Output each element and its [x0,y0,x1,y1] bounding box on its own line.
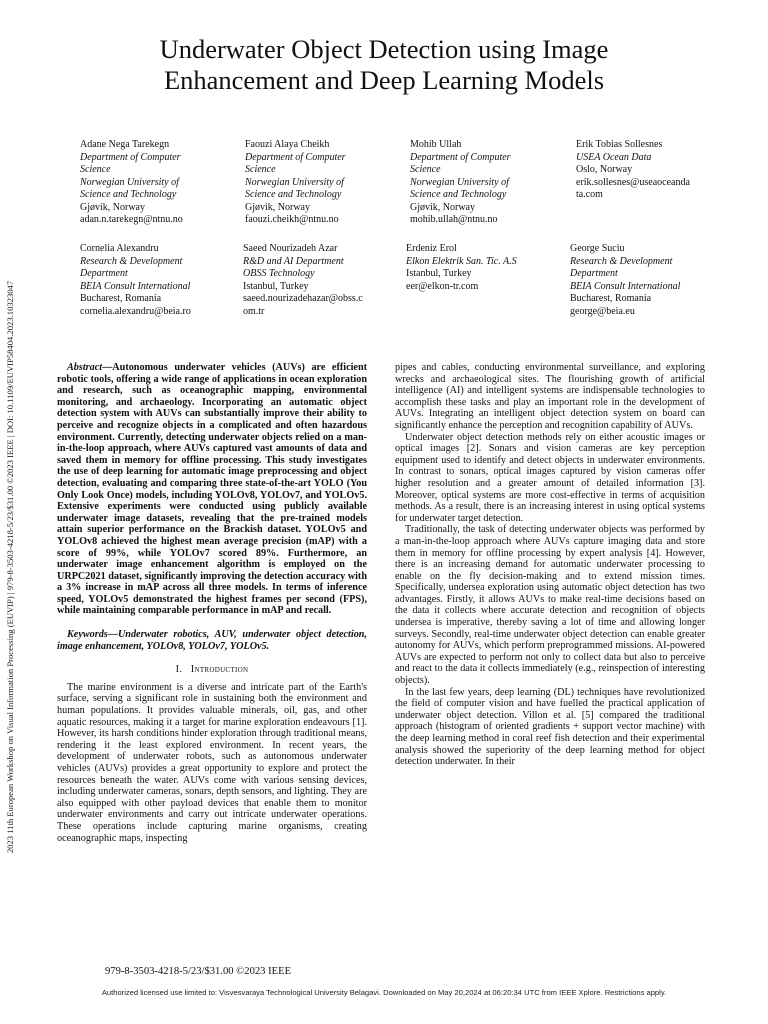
author-affiliation: Research & Development [570,255,673,267]
paragraph: Traditionally, the task of detecting underwater objects was performed by a man-in-the-loop approach where AUVs capture imaging data and store them in memory for offline processing by expert analysis [4]. However, there is an increasing demand for automatic underwater processing to enable on the fly decision-making and to extend mission times. Specifically, undersea exploration using automatic object detection has two advantages. Firstly, it allows AUVs to make real-time decisions based on the data it collects where accurate detection and recognition of objects undersea is imperative, thereby saving a lot of time and allowing longer surveys. Secondly, real-time underwater object detection can enable greater autonomy for AUVs, which perform preprogrammed missions. AI-powered AUVs are expected to perform not only to collect data but also to perceive and react to the data it collects immediately (e.g., reinspection of interesting objects). [395,524,705,687]
author-affiliation: R&D and AI Department [243,255,344,267]
author-name: Adane Nega Tarekegn [80,139,170,150]
author-affiliation: Science [245,164,276,175]
copyright-line: 979-8-3503-4218-5/23/$31.00 ©2023 IEEE [105,966,292,977]
author-block [410,139,570,227]
author-block [80,139,240,227]
author-affiliation: Science [410,164,441,175]
author-affiliation: Department of Computer [245,151,346,163]
author-affiliation: Department [570,268,618,279]
author-location: Oslo, Norway [576,164,633,175]
author-affiliation: BEIA Consult International [80,280,191,292]
section-title: Introduction [190,664,249,676]
keywords: Keywords—Underwater robotics, AUV, underwater object detection, image enhancement, YOLOv8, YOLOv7, YOLOv5. [57,629,367,652]
author-email: om.tr [243,305,265,317]
abstract-text: —Autonomous underwater vehicles (AUVs) are efficient robotic tools, offering a wide range of applications in ocean exploration and research, such as oceanographic mapping, environmental monitoring, and archaeology. Incorporating an automatic object detection system with AUVs can substantially improve their ability to perceive and recognize objects in a complicated and often hazardous environment. Currently, detecting underwater objects relied on a man-in-the-loop approach, where AUVs captured vast amounts of data and saved them in memory for offline processing. This study investigates the use of deep learning for automatic image preprocessing and object detection, evaluating and comparing three state-of-the-art YOLO (You Only Look Once) models, including YOLOv8, YOLOv7, and YOLOv5. Extensive experiments were conducted using publicly available underwater image datasets, revealing that the pre-trained models attain superior performance on the Brackish dataset. YOLOv5 and YOLOv8 achieved the highest mean average precision (mAP) with a score of 99%, while YOLOv7 scored 89%. Furthermore, an underwater image enhancement algorithm is employed on the URPC2021 dataset, significantly improving the detection accuracy with a 3% increase in mAP across all three models. In terms of inference speed, YOLOv5 demonstrated the highest frames per second (FPS), while maintaining comparable performance in mAP and recall. [57,362,367,617]
author-affiliation: Norwegian University of [80,176,179,188]
paragraph: The marine environment is a diverse and intricate part of the Earth's surface, serving a significant role in sustaining both the environment and human populations. It provides valuable minerals, oil, gas, and other aquatic resources, making it a target for marine exploration endeavours [1]. However, its harsh conditions hinder exploration through traditional means, rendering it the least explored environment. In recent years, the development of underwater robots, such as autonomous underwater vehicles (AUVs) provides a great opportunity to explore and protect the resources beneath the water. AUVs come with various sensing devices, including underwater cameras, sonars, depth sensors, and lighting. They are also equipped with other payload devices that enable them to monitor underwater environments and carry out intricate underwater operations. These operations include capturing marine organisms, creating oceanographic maps, inspecting [57,681,367,844]
author-email: erik.sollesnes@useaoceanda [576,176,690,188]
author-affiliation: Norwegian University of [410,176,509,188]
paper-title [60,34,708,96]
paragraph: pipes and cables, conducting environmental surveillance, and exploring wrecks and archaeological sites. The flourishing growth of artificial intelligence (AI) and intelligent systems are indispensable technologies to accomplish these tasks and play an important role in the development of AUVs. Integrating an intelligent object detection system on board can significantly enhance the perception and recognition capability of AUVs. [395,362,705,431]
abstract [57,362,367,617]
author-email: saeed.nourizadehazar@obss.c [243,293,363,304]
author-email: george@beia.eu [570,305,635,317]
author-block [406,243,566,293]
abstract-label: Abstract [67,362,103,373]
author-email: eer@elkon-tr.com [406,280,479,292]
author-affiliation: Norwegian University of [245,176,344,188]
author-email: faouzi.cheikh@ntnu.no [245,214,339,225]
author-block [576,139,736,202]
author-affiliation: USEA Ocean Data [576,151,652,163]
author-location: Bucharest, Romania [570,293,652,304]
author-location: Bucharest, Romania [80,293,162,304]
author-name: Cornelia Alexandru [80,243,159,254]
author-name: Mohib Ullah [410,139,462,150]
title-line: Enhancement and Deep Learning Models [163,65,605,95]
author-affiliation: BEIA Consult International [570,280,681,292]
author-affiliation: Research & Development [80,255,183,267]
author-location: Gjøvik, Norway [245,201,310,213]
left-column [57,362,367,942]
author-name: Erik Tobias Sollesnes [576,139,663,150]
author-affiliation: Science [80,164,111,175]
author-name: George Suciu [570,243,625,254]
author-name: Saeed Nourizadeh Azar [243,243,338,254]
author-block [243,243,403,318]
paragraph: In the last few years, deep learning (DL) techniques have revolutionized the field of computer vision and have fuelled the practical application of underwater object detection. Villon et al. [5] compared the traditional approach (histogram of oriented gradients + support vector machine) with the deep learning method in coral reef fish detection and their experimental analysis showed the superiority of the deep learning method for object detection underwater. In their [395,686,705,768]
author-affiliation: Department [80,268,128,279]
author-email: adan.n.tarekegn@ntnu.no [80,214,183,225]
author-email: ta.com [576,189,603,200]
author-location: Gjøvik, Norway [80,201,145,213]
author-location: Istanbul, Turkey [406,268,472,279]
doi-side-note: 2023 11th European Workshop on Visual Information Processing (EUVIP) | 979-8-3503-4218-5/23/$31.00 ©2023 IEEE | DOI: 10.1109/EUVIP58404.2023.10323047 [5,280,15,854]
author-affiliation: Science and Technology [410,189,507,200]
author-block [570,243,730,318]
title-line: Underwater Object Detection using Image [159,34,609,64]
author-email: cornelia.alexandru@beia.ro [80,305,191,317]
paragraph: Underwater object detection methods rely on either acoustic images or optical images [2]. Sonars and vision cameras are key perception equipment used to identify and detect objects in underwater environments. In contrast to sonars, optical images captured by vision cameras offer higher resolution and a greater amount of detailed information [3]. Moreover, optical systems are more cost-effective in terms of acquisition methods. As a result, there is an increasing interest in using optical systems for underwater target detection. [395,431,705,524]
author-email: mohib.ullah@ntnu.no [410,214,498,225]
author-block [80,243,240,318]
section-heading [57,664,367,676]
author-location: Gjøvik, Norway [410,201,475,213]
section-number: I. [175,664,183,676]
license-notice: Authorized licensed use limited to: Visvesvaraya Technological University Belagavi. Downloaded on May 20,2024 at 06:20:34 UTC from IEEE Xplore. Restrictions apply. [101,988,667,997]
author-block [245,139,405,227]
author-affiliation: Department of Computer [80,151,181,163]
right-column [395,362,705,942]
author-affiliation: OBSS Technology [243,268,315,279]
author-affiliation: Department of Computer [410,151,511,163]
author-name: Erdeniz Erol [406,243,457,254]
author-affiliation: Science and Technology [80,189,177,200]
author-name: Faouzi Alaya Cheikh [245,139,330,150]
author-affiliation: Elkon Elektrik San. Tic. A.S [406,255,517,267]
author-location: Istanbul, Turkey [243,280,309,292]
author-affiliation: Science and Technology [245,189,342,200]
